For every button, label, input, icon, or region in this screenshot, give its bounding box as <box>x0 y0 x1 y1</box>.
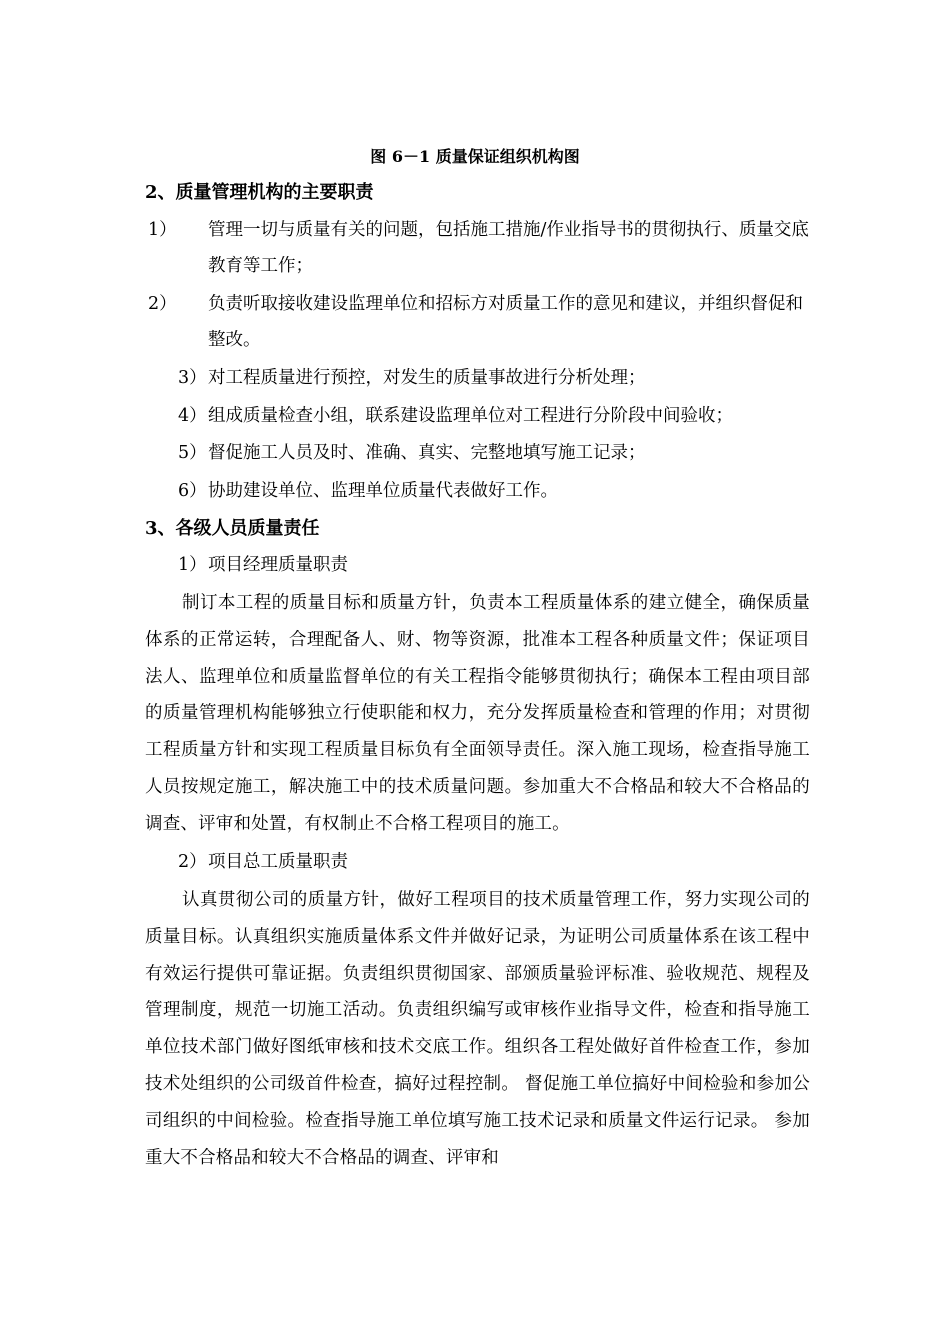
paragraph-chief-engineer: 认真贯彻公司的质量方针，做好工程项目的技术质量管理工作，努力实现公司的质量目标。认真组织实施质量体系文件并做好记录，为证明公司质量体系在该工程中有效运行提供可靠证据。负责组织贯彻国家、部颁质量验评标准、验收规范、规程及管理制度，规范一切施工活动。负责组织编写或审核作业指导文件，检查和指导施工单位技术部门做好图纸审核和技术交底工作。组织各工程处做好首件检查工作，参加技术处组织的公司级首件检查，搞好过程控制。 督促施工单位搞好中间检验和参加公司组织的中间检验。检查指导施工单位填写施工技术记录和质量文件运行记录。 参加重大不合格品和较大不合格品的调查、评审和 <box>145 890 810 1168</box>
item-text: 管理一切与质量有关的问题，包括施工措施/作业指导书的贯彻执行、质量交底教育等工作； <box>208 220 809 276</box>
item-number: 2） <box>148 294 177 314</box>
list-item <box>148 212 820 284</box>
subsection-title-text: 项目经理质量职责 <box>208 555 348 575</box>
item-text: 督促施工人员及时、准确、真实、完整地填写施工记录； <box>208 443 646 463</box>
item-text: 组成质量检查小组，联系建设监理单位对工程进行分阶段中间验收； <box>208 406 733 426</box>
item-text: 协助建设单位、监理单位质量代表做好工作。 <box>208 481 558 501</box>
list-item <box>178 398 818 434</box>
subsection-title <box>178 844 818 880</box>
figure-caption: 图 6－1 质量保证组织机构图 <box>370 147 580 166</box>
item-number: 2） <box>178 852 207 872</box>
item-text: 对工程质量进行预控，对发生的质量事故进行分析处理； <box>208 368 646 388</box>
item-number: 6） <box>178 481 207 501</box>
list-item <box>148 286 820 358</box>
item-number: 4） <box>178 406 207 426</box>
list-item <box>178 435 818 471</box>
subsection-title <box>178 547 818 583</box>
item-number: 5） <box>178 443 207 463</box>
item-number: 3） <box>178 368 207 388</box>
paragraph-project-manager: 制订本工程的质量目标和质量方针，负责本工程质量体系的建立健全，确保质量体系的正常运转，合理配备人、财、物等资源，批准本工程各种质量文件；保证项目法人、监理单位和质量监督单位的有关工程指令能够贯彻执行；确保本工程由项目部的质量管理机构能够独立行使职能和权力，充分发挥质量检查和管理的作用；对贯彻工程质量方针和实现工程质量目标负有全面领导责任。深入施工现场，检查指导施工人员按规定施工，解决施工中的技术质量问题。参加重大不合格品和较大不合格品的调查、评审和处置，有权制止不合格工程项目的施工。 <box>145 593 810 834</box>
section-heading-3: 3、各级人员质量责任 <box>145 518 320 539</box>
list-item <box>178 473 818 509</box>
item-text: 负责听取接收建设监理单位和招标方对质量工作的意见和建议，并组织督促和整改。 <box>208 294 803 350</box>
item-number: 1） <box>178 555 207 575</box>
subsection-title-text: 项目总工质量职责 <box>208 852 348 872</box>
item-number: 1） <box>148 220 177 240</box>
list-item <box>178 360 818 396</box>
section-heading-2: 2、质量管理机构的主要职责 <box>145 182 374 203</box>
